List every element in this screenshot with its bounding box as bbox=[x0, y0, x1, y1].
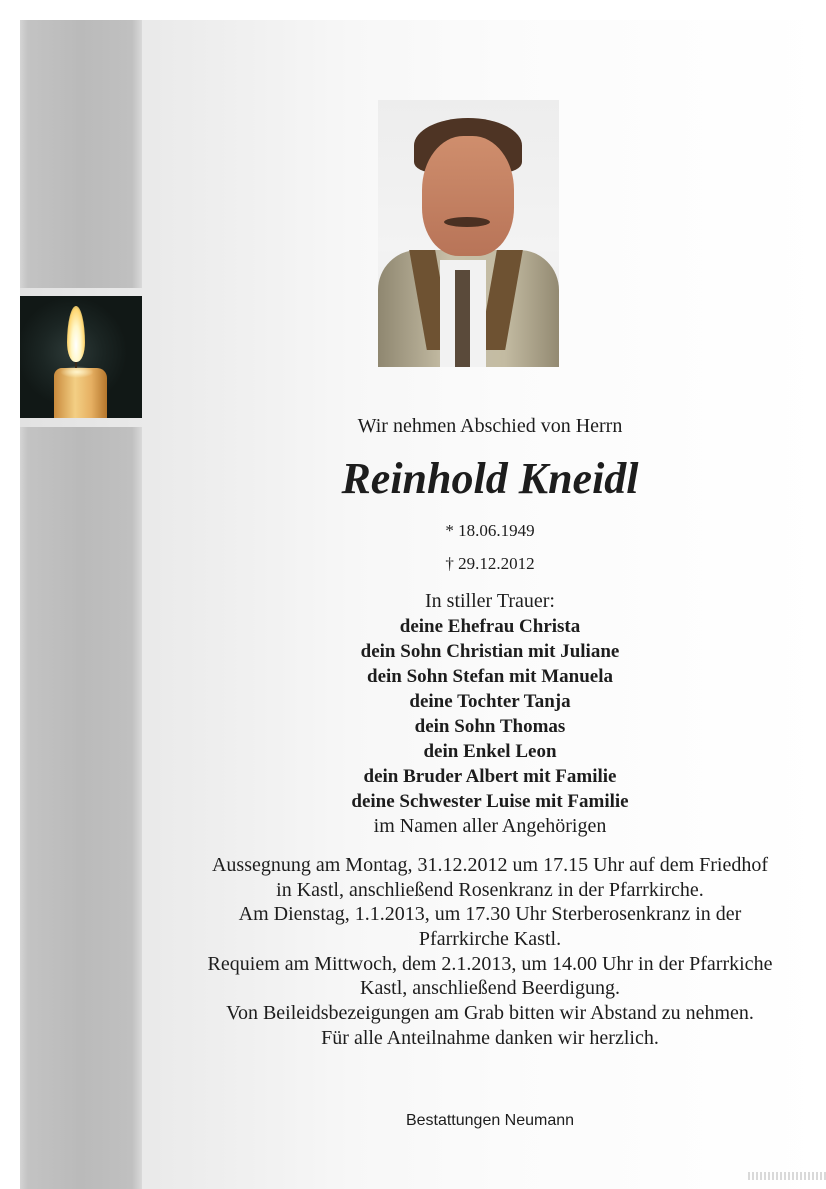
service-line: Kastl, anschließend Beerdigung. bbox=[360, 977, 620, 1000]
mourning-header: In stiller Trauer: bbox=[425, 590, 555, 612]
side-strip-top bbox=[20, 20, 142, 288]
service-line: Am Dienstag, 1.1.2013, um 17.30 Uhr Sterberosenkranz in der bbox=[238, 903, 742, 926]
mourner-item: dein Sohn Thomas bbox=[414, 716, 566, 737]
candle-icon bbox=[20, 296, 142, 418]
obituary-page bbox=[20, 20, 826, 1189]
side-strip-bottom bbox=[20, 427, 142, 1189]
service-details bbox=[140, 853, 826, 1051]
portrait-mustache bbox=[444, 217, 490, 227]
all-relatives-text: im Namen aller Angehörigen bbox=[373, 815, 607, 837]
service-line: Aussegnung am Montag, 31.12.2012 um 17.15 Uhr auf dem Friedhof bbox=[211, 854, 769, 876]
mourner-item: dein Bruder Albert mit Familie bbox=[363, 766, 617, 787]
intro-text: Wir nehmen Abschied von Herrn bbox=[357, 415, 623, 437]
mourners-list bbox=[140, 614, 826, 814]
mourner-item: deine Ehefrau Christa bbox=[399, 616, 581, 637]
candle-glow bbox=[60, 366, 94, 378]
portrait-tie bbox=[455, 270, 470, 367]
mourner-item: dein Enkel Leon bbox=[423, 741, 557, 762]
portrait-face bbox=[422, 136, 514, 256]
portrait-photo bbox=[378, 100, 559, 367]
mourner-item: deine Tochter Tanja bbox=[409, 691, 571, 712]
service-line: Für alle Anteilnahme danken wir herzlich. bbox=[321, 1026, 659, 1049]
service-line: Requiem am Mittwoch, dem 2.1.2013, um 14.00 Uhr in der Pfarrkiche bbox=[207, 952, 773, 975]
service-line: Pfarrkirche Kastl. bbox=[418, 928, 562, 951]
birth-date: * 18.06.1949 bbox=[445, 521, 535, 540]
mourner-item: deine Schwester Luise mit Familie bbox=[351, 791, 629, 812]
deceased-name: Reinhold Kneidl bbox=[341, 454, 639, 503]
mourner-item: dein Sohn Christian mit Juliane bbox=[360, 641, 620, 662]
service-line: in Kastl, anschließend Rosenkranz in der Pfarrkirche. bbox=[276, 878, 704, 901]
service-line: Von Beileidsbezeigungen am Grab bitten wir Abstand zu nehmen. bbox=[226, 1002, 754, 1025]
mourner-item: dein Sohn Stefan mit Manuela bbox=[367, 666, 613, 687]
candle-flame bbox=[67, 306, 85, 362]
undertaker-name: Bestattungen Neumann bbox=[405, 1112, 575, 1129]
death-date: † 29.12.2012 bbox=[445, 554, 535, 573]
footer-watermark bbox=[748, 1172, 826, 1180]
